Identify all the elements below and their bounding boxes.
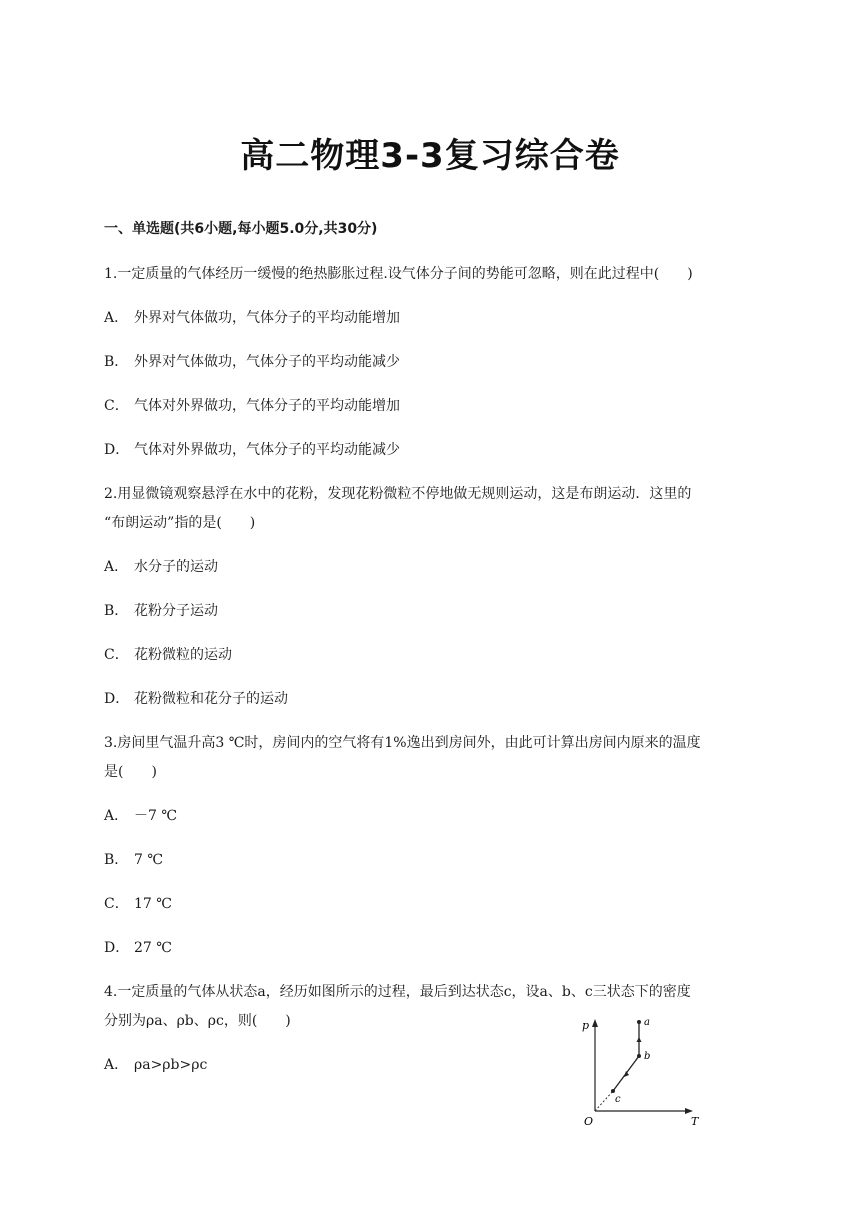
pt-diagram <box>575 1015 705 1130</box>
origin-label: O <box>584 1115 594 1128</box>
pt-diagram-svg <box>575 1015 705 1130</box>
t-axis-arrow-icon <box>685 1108 693 1114</box>
point-c-label: c <box>615 1094 621 1105</box>
question-1-option-c: C． 气体对外界做功，气体分子的平均动能增加 <box>104 398 400 414</box>
question-3-stem-line-1: 3.房间里气温升高3 ℃时，房间内的空气将有1%逸出到房间外，由此可计算出房间内原来的温度 <box>104 735 701 751</box>
question-4-option-a: A． ρa>ρb>ρc <box>104 1057 208 1073</box>
direction-arrow-icon <box>637 1037 642 1042</box>
question-2-option-d: D． 花粉微粒和花分子的运动 <box>104 691 288 707</box>
p-axis-label: p <box>582 1019 590 1032</box>
question-3-option-c: C． 17 ℃ <box>104 896 172 912</box>
question-3-option-d: D． 27 ℃ <box>104 940 172 956</box>
question-1-stem: 1.一定质量的气体经历一缓慢的绝热膨胀过程.设气体分子间的势能可忽略，则在此过程中( ) <box>104 266 693 282</box>
t-axis-label: T <box>691 1115 699 1128</box>
question-4-stem-line-1: 4.一定质量的气体从状态a，经历如图所示的过程，最后到达状态c，设a、b、c三状态下的密度 <box>104 984 691 1000</box>
section-header: 一、单选题(共6小题,每小题5.0分,共30分) <box>104 221 378 237</box>
question-2-option-b: B． 花粉分子运动 <box>104 603 218 619</box>
question-3-option-b: B． 7 ℃ <box>104 852 164 868</box>
question-2-option-c: C． 花粉微粒的运动 <box>104 647 232 663</box>
question-3-option-a: A． －7 ℃ <box>104 808 178 824</box>
direction-arrow-icon <box>624 1071 629 1077</box>
point-a-label: a <box>644 1017 650 1028</box>
point-a <box>637 1020 641 1024</box>
point-b <box>637 1054 641 1058</box>
question-3-stem-line-2: 是( ) <box>104 764 157 780</box>
question-1-option-d: D． 气体对外界做功，气体分子的平均动能减少 <box>104 442 400 458</box>
point-b-label: b <box>644 1051 651 1062</box>
question-2-stem-line-2: “布朗运动”指的是( ) <box>104 515 256 531</box>
point-c <box>611 1089 615 1093</box>
question-2-option-a: A． 水分子的运动 <box>104 559 218 575</box>
p-axis-arrow-icon <box>592 1019 598 1027</box>
page-title: 高二物理3-3复习综合卷 <box>240 136 620 176</box>
dashed-extension <box>595 1091 613 1111</box>
question-2-stem-line-1: 2.用显微镜观察悬浮在水中的花粉，发现花粉微粒不停地做无规则运动，这是布朗运动．这里的 <box>104 486 692 502</box>
question-4-stem-line-2: 分别为ρa、ρb、ρc，则( ) <box>104 1013 291 1029</box>
question-1-option-b: B． 外界对气体做功，气体分子的平均动能减少 <box>104 354 400 370</box>
question-1-option-a: A． 外界对气体做功，气体分子的平均动能增加 <box>104 310 400 326</box>
